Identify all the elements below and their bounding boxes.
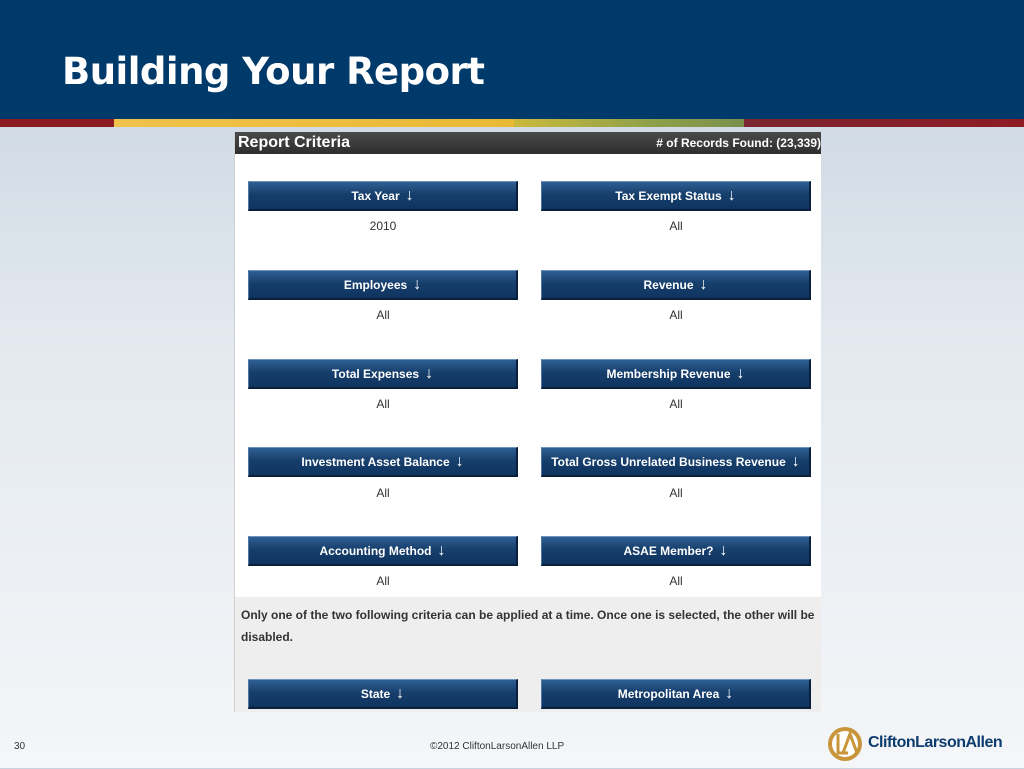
employees-button[interactable] xyxy=(248,270,518,300)
down-arrow-icon: ↓ xyxy=(699,275,708,293)
button-label: Total Gross Unrelated Business Revenue xyxy=(551,454,786,469)
down-arrow-icon: ↓ xyxy=(725,684,734,702)
accounting-method-button[interactable] xyxy=(248,536,518,566)
membership-revenue-button[interactable] xyxy=(541,359,811,389)
tax-exempt-status-button[interactable] xyxy=(541,181,811,211)
button-label: Employees xyxy=(343,277,408,292)
records-found-count: # of Records Found: (23,339) xyxy=(656,136,821,150)
button-label: ASAE Member? xyxy=(623,543,714,558)
tax-year-button[interactable] xyxy=(248,181,518,211)
down-arrow-icon: ↓ xyxy=(455,452,464,470)
button-label: Tax Exempt Status xyxy=(615,188,722,203)
accounting-method-value: All xyxy=(376,574,390,588)
down-arrow-icon: ↓ xyxy=(396,684,405,702)
accent-stripe xyxy=(744,119,1024,127)
metropolitan-area-button[interactable] xyxy=(541,679,811,709)
down-arrow-icon: ↓ xyxy=(736,364,745,382)
investment-asset-balance-button[interactable] xyxy=(248,447,518,477)
button-label: Tax Year xyxy=(351,188,400,203)
asae-member-value: All xyxy=(669,574,683,588)
logo-text: CliftonLarsonAllen xyxy=(868,734,1003,751)
clifton-larson-allen-logo xyxy=(826,724,1018,764)
button-label: Metropolitan Area xyxy=(617,686,720,701)
revenue-value: All xyxy=(669,308,683,322)
asae-member-button[interactable] xyxy=(541,536,811,566)
membership-revenue-value: All xyxy=(669,397,683,411)
panel-title: Report Criteria xyxy=(238,134,351,151)
down-arrow-icon: ↓ xyxy=(727,186,736,204)
report-criteria-panel xyxy=(234,132,821,712)
button-label: Total Expenses xyxy=(331,366,420,381)
total-expenses-value: All xyxy=(376,397,390,411)
button-label: Membership Revenue xyxy=(606,366,731,381)
total-expenses-button[interactable] xyxy=(248,359,518,389)
revenue-button[interactable] xyxy=(541,270,811,300)
page-number: 30 xyxy=(14,741,26,752)
down-arrow-icon: ↓ xyxy=(437,541,446,559)
state-button[interactable] xyxy=(248,679,518,709)
down-arrow-icon: ↓ xyxy=(405,186,414,204)
accent-stripe xyxy=(0,119,114,127)
tax-year-value: 2010 xyxy=(369,219,397,233)
down-arrow-icon: ↓ xyxy=(719,541,728,559)
slide-title: Building Your Report xyxy=(62,50,485,93)
down-arrow-icon: ↓ xyxy=(791,452,800,470)
button-label: Accounting Method xyxy=(319,543,432,558)
down-arrow-icon: ↓ xyxy=(425,364,434,382)
panel-header xyxy=(235,132,821,154)
tax-exempt-status-value: All xyxy=(669,219,683,233)
slide-header xyxy=(0,0,1024,119)
accent-stripe xyxy=(514,119,744,127)
accent-stripe xyxy=(114,119,514,127)
copyright-text: ©2012 CliftonLarsonAllen LLP xyxy=(430,741,565,752)
cla-logo-mark-icon xyxy=(826,724,866,764)
exclusive-criteria-note: Only one of the two following criteria can be applied at a time. Once one is selected, the other will be disabled. xyxy=(241,608,815,644)
button-label: Investment Asset Balance xyxy=(301,454,450,469)
employees-value: All xyxy=(376,308,390,322)
down-arrow-icon: ↓ xyxy=(413,275,422,293)
investment-asset-balance-value: All xyxy=(376,486,390,500)
button-label: Revenue xyxy=(643,277,694,292)
total-gross-unrelated-business-revenue-value: All xyxy=(669,486,683,500)
total-gross-unrelated-business-revenue-button[interactable] xyxy=(541,447,811,477)
button-label: State xyxy=(360,686,391,701)
